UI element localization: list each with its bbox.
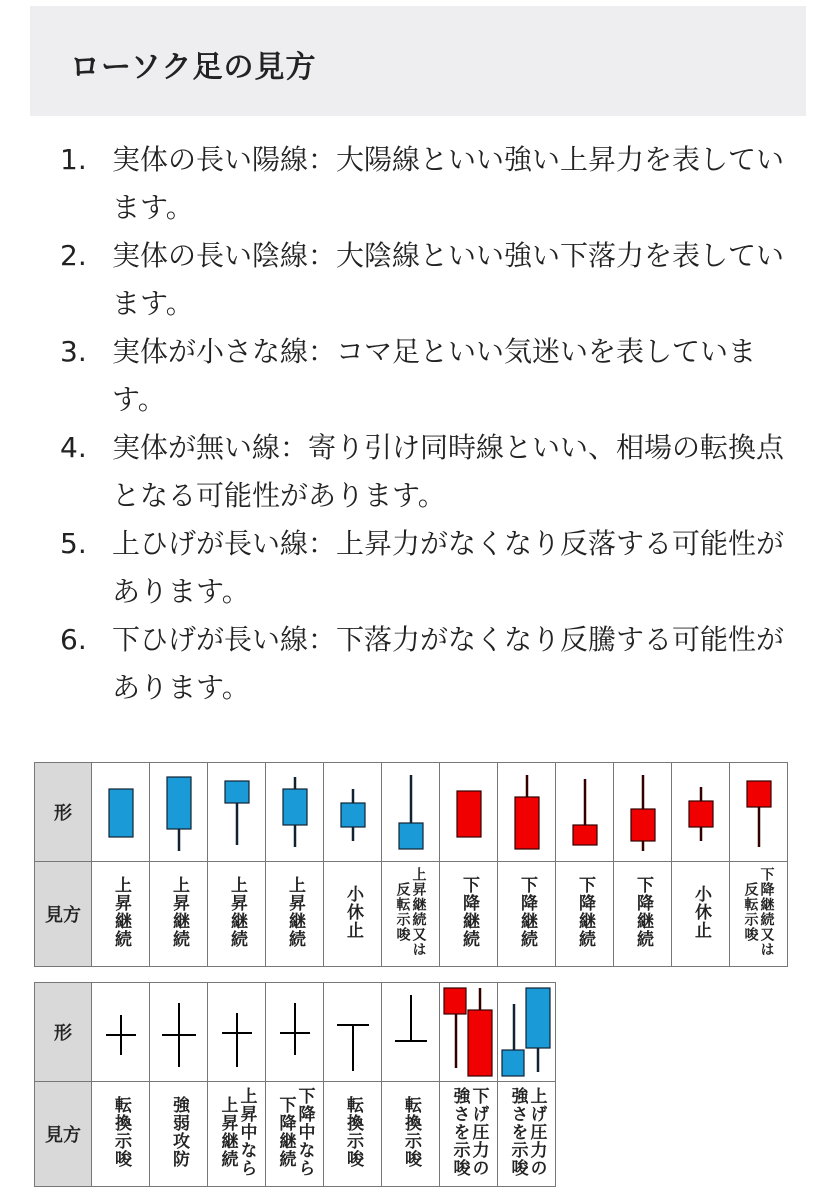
pattern-cell	[266, 983, 324, 1082]
page-title: ローソク足の見方	[70, 50, 317, 85]
meaning-cell	[266, 1082, 324, 1187]
candle-bull-long-body-icon	[101, 767, 141, 857]
list-number: 4.	[60, 431, 87, 464]
doji-low-cross-icon	[217, 987, 257, 1077]
list-item	[60, 424, 800, 520]
meaning-cell	[614, 862, 672, 967]
pattern-cell	[150, 983, 208, 1082]
list-text: 実体の長い陰線：大陰線といい強い下落力を表しています。	[112, 239, 785, 320]
list-number: 3.	[60, 335, 87, 368]
candle-cell	[324, 763, 382, 862]
list-item	[60, 328, 800, 424]
meaning-text: 小休止	[691, 885, 711, 939]
heading-box	[30, 6, 806, 116]
candle-bear-long-body-icon	[449, 767, 489, 857]
meaning-cell	[556, 862, 614, 967]
candle-bear-hanging-icon	[565, 767, 605, 857]
candle-cell	[730, 763, 788, 862]
pattern-cell	[440, 983, 498, 1082]
doji-high-cross-icon	[275, 987, 315, 1077]
candle-cell	[208, 763, 266, 862]
candle-bear-upper-shadow-icon	[507, 767, 547, 857]
list-text: 上ひげが長い線：上昇力がなくなり反落する可能性があります。	[112, 527, 785, 608]
pattern-cell	[324, 983, 382, 1082]
meaning-cell	[92, 862, 150, 967]
meaning-cell	[498, 1082, 556, 1187]
list-number: 5.	[60, 527, 87, 560]
meaning-cell	[730, 862, 788, 967]
list-number: 2.	[60, 239, 87, 272]
candle-bull-inverted-hammer-icon	[391, 767, 431, 857]
meaning-cell	[266, 862, 324, 967]
candle-cell	[614, 763, 672, 862]
list-text: 実体が無い線：寄り引け同時線といい、相場の転換点となる可能性があります。	[112, 431, 785, 512]
bearish-two-candles-icon	[442, 984, 496, 1080]
candle-bull-spinning-top-icon	[333, 767, 373, 857]
candle-bear-spinning-top-icon	[681, 767, 721, 857]
meaning-text: 小休止	[343, 885, 363, 939]
meaning-cell	[672, 862, 730, 967]
candle-bear-both-shadows-icon	[623, 767, 663, 857]
meaning-cell	[150, 862, 208, 967]
meaning-cell	[208, 862, 266, 967]
pattern-cell	[498, 983, 556, 1082]
list-text: 実体の長い陽線：大陽線といい強い上昇力を表しています。	[112, 143, 785, 224]
meaning-cell	[382, 862, 440, 967]
dragonfly-doji-icon	[333, 987, 373, 1077]
meaning-text: 上昇中なら上昇継続	[217, 1087, 257, 1177]
meaning-text: 下降継続	[633, 876, 653, 948]
meaning-text: 上昇継続	[285, 876, 305, 948]
candle-cell	[556, 763, 614, 862]
gravestone-doji-icon	[391, 987, 431, 1077]
candle-cell	[498, 763, 556, 862]
candle-bull-both-shadows-icon	[275, 767, 315, 857]
candle-bull-lower-shadow-icon	[159, 767, 199, 857]
list-text: 実体が小さな線：コマ足といい気迷いを表しています。	[112, 335, 757, 416]
meaning-text: 強弱攻防	[169, 1096, 189, 1168]
list-item	[60, 520, 800, 616]
candle-cell	[672, 763, 730, 862]
candle-cell	[382, 763, 440, 862]
row-header-shape: 形	[35, 763, 92, 862]
meaning-cell	[324, 862, 382, 967]
meaning-cell	[382, 1082, 440, 1187]
candle-bull-hammer-icon	[217, 767, 257, 857]
pattern-cell	[382, 983, 440, 1082]
list-number: 6.	[60, 623, 87, 656]
candle-cell	[150, 763, 208, 862]
meaning-cell	[150, 1082, 208, 1187]
meaning-text: 下降継続	[459, 876, 479, 948]
candle-table-colored	[34, 762, 788, 967]
meaning-text: 下げ圧力の強さを示唆	[449, 1087, 489, 1177]
doji-cross-icon	[101, 987, 141, 1077]
candle-bear-hammer-icon	[739, 767, 779, 857]
doji-long-cross-icon	[159, 987, 199, 1077]
meaning-text: 転換示唆	[401, 1096, 421, 1168]
meaning-cell	[208, 1082, 266, 1187]
list-text: 下ひげが長い線：下落力がなくなり反騰する可能性があります。	[112, 623, 785, 704]
pattern-cell	[208, 983, 266, 1082]
meaning-text: 下降継続又は反転示唆	[742, 867, 775, 957]
meaning-cell	[92, 1082, 150, 1187]
row-header-meaning: 見方	[35, 1082, 92, 1187]
candle-cell	[266, 763, 324, 862]
meaning-cell	[440, 1082, 498, 1187]
meaning-text: 上昇継続又は反転示唆	[394, 867, 427, 957]
meaning-text: 上げ圧力の強さを示唆	[507, 1087, 547, 1177]
meaning-cell	[324, 1082, 382, 1187]
row-header-meaning: 見方	[35, 862, 92, 967]
meaning-text: 下降中なら下降継続	[275, 1087, 315, 1177]
row-header-shape: 形	[35, 983, 92, 1082]
explanation-list	[60, 136, 800, 712]
list-number: 1.	[60, 143, 87, 176]
list-item	[60, 136, 800, 232]
meaning-text: 下降継続	[517, 876, 537, 948]
meaning-text: 転換示唆	[111, 1096, 131, 1168]
meaning-cell	[440, 862, 498, 967]
meaning-cell	[498, 862, 556, 967]
meaning-text: 下降継続	[575, 876, 595, 948]
candle-cell	[440, 763, 498, 862]
list-item	[60, 616, 800, 712]
meaning-text: 上昇継続	[111, 876, 131, 948]
meaning-text: 上昇継続	[169, 876, 189, 948]
meaning-text: 転換示唆	[343, 1096, 363, 1168]
candle-cell	[92, 763, 150, 862]
list-item	[60, 232, 800, 328]
meaning-text: 上昇継続	[227, 876, 247, 948]
bullish-two-candles-icon	[500, 984, 554, 1080]
candle-table-patterns	[34, 982, 556, 1187]
pattern-cell	[92, 983, 150, 1082]
